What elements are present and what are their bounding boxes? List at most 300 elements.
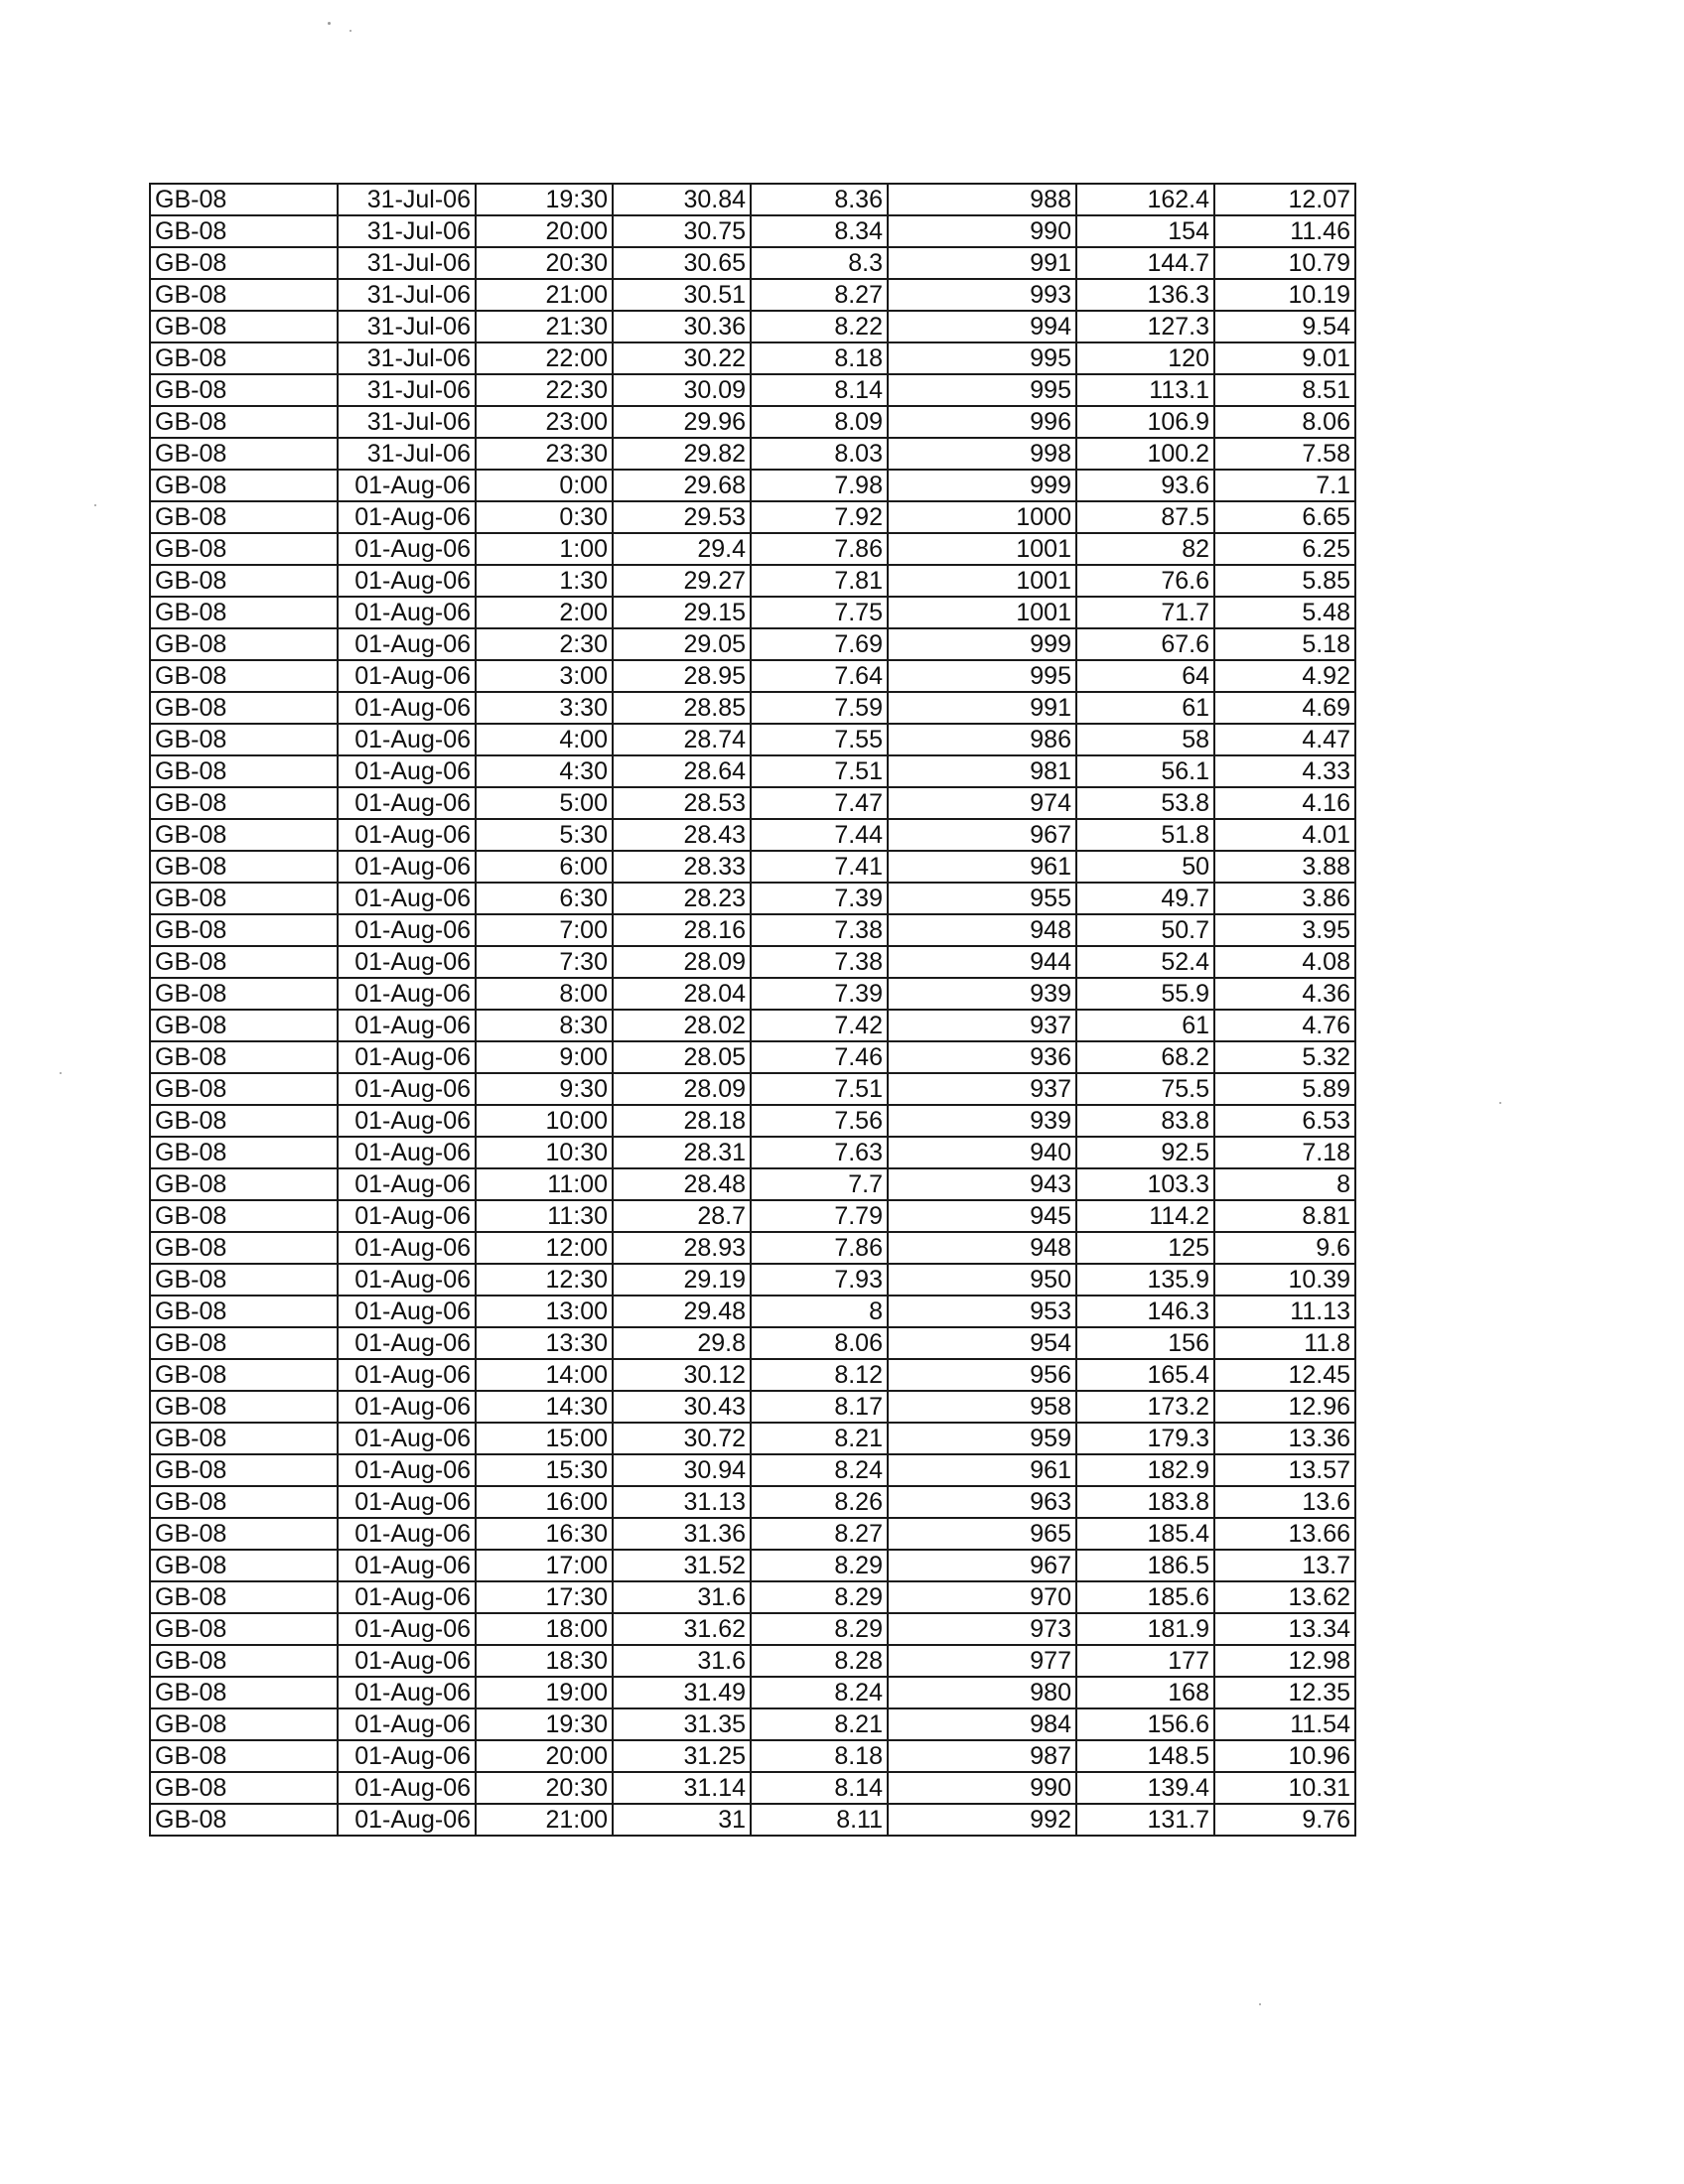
value-cell-4: 75.5 [1076, 1073, 1214, 1105]
site-cell: GB-08 [150, 787, 338, 819]
site-cell: GB-08 [150, 1423, 338, 1454]
value-cell-2: 7.42 [751, 1010, 888, 1041]
site-cell: GB-08 [150, 1613, 338, 1645]
value-cell-1: 29.96 [613, 406, 751, 438]
table-row [150, 819, 1355, 851]
table-row [150, 724, 1355, 755]
value-cell-2: 8.34 [751, 215, 888, 247]
time-cell: 17:00 [476, 1550, 613, 1581]
value-cell-5: 11.54 [1214, 1708, 1355, 1740]
value-cell-2: 8 [751, 1296, 888, 1327]
table-row [150, 883, 1355, 914]
value-cell-3: 984 [888, 1708, 1076, 1740]
site-cell: GB-08 [150, 374, 338, 406]
site-cell: GB-08 [150, 1454, 338, 1486]
time-cell: 15:30 [476, 1454, 613, 1486]
value-cell-4: 146.3 [1076, 1296, 1214, 1327]
value-cell-4: 100.2 [1076, 438, 1214, 470]
table-row [150, 1327, 1355, 1359]
date-cell: 31-Jul-06 [338, 279, 476, 311]
date-cell: 01-Aug-06 [338, 1137, 476, 1168]
value-cell-1: 29.53 [613, 501, 751, 533]
value-cell-3: 950 [888, 1264, 1076, 1296]
value-cell-5: 8.06 [1214, 406, 1355, 438]
date-cell: 01-Aug-06 [338, 755, 476, 787]
value-cell-1: 31.52 [613, 1550, 751, 1581]
site-cell: GB-08 [150, 215, 338, 247]
date-cell: 01-Aug-06 [338, 1423, 476, 1454]
time-cell: 10:00 [476, 1105, 613, 1137]
date-cell: 01-Aug-06 [338, 565, 476, 597]
time-cell: 0:00 [476, 470, 613, 501]
value-cell-3: 956 [888, 1359, 1076, 1391]
date-cell: 01-Aug-06 [338, 1168, 476, 1200]
value-cell-5: 10.39 [1214, 1264, 1355, 1296]
value-cell-5: 10.19 [1214, 279, 1355, 311]
value-cell-1: 30.65 [613, 247, 751, 279]
value-cell-4: 50.7 [1076, 914, 1214, 946]
value-cell-3: 986 [888, 724, 1076, 755]
site-cell: GB-08 [150, 1296, 338, 1327]
value-cell-3: 955 [888, 883, 1076, 914]
value-cell-3: 988 [888, 184, 1076, 215]
value-cell-2: 7.44 [751, 819, 888, 851]
value-cell-3: 967 [888, 1550, 1076, 1581]
time-cell: 18:00 [476, 1613, 613, 1645]
table-row [150, 1232, 1355, 1264]
site-cell: GB-08 [150, 1645, 338, 1677]
site-cell: GB-08 [150, 1518, 338, 1550]
value-cell-4: 68.2 [1076, 1041, 1214, 1073]
site-cell: GB-08 [150, 628, 338, 660]
value-cell-4: 50 [1076, 851, 1214, 883]
value-cell-1: 29.27 [613, 565, 751, 597]
table-row [150, 1740, 1355, 1772]
time-cell: 1:00 [476, 533, 613, 565]
value-cell-5: 4.69 [1214, 692, 1355, 724]
value-cell-3: 1001 [888, 597, 1076, 628]
value-cell-3: 995 [888, 342, 1076, 374]
value-cell-3: 961 [888, 1454, 1076, 1486]
value-cell-2: 8.24 [751, 1677, 888, 1708]
value-cell-3: 991 [888, 692, 1076, 724]
table-row [150, 1772, 1355, 1804]
value-cell-3: 999 [888, 470, 1076, 501]
value-cell-4: 103.3 [1076, 1168, 1214, 1200]
value-cell-4: 58 [1076, 724, 1214, 755]
value-cell-2: 7.51 [751, 755, 888, 787]
site-cell: GB-08 [150, 1581, 338, 1613]
value-cell-4: 181.9 [1076, 1613, 1214, 1645]
value-cell-2: 8.29 [751, 1613, 888, 1645]
value-cell-5: 13.7 [1214, 1550, 1355, 1581]
value-cell-2: 8.14 [751, 374, 888, 406]
date-cell: 01-Aug-06 [338, 1296, 476, 1327]
value-cell-1: 28.7 [613, 1200, 751, 1232]
value-cell-1: 31.13 [613, 1486, 751, 1518]
value-cell-4: 55.9 [1076, 978, 1214, 1010]
value-cell-3: 1001 [888, 533, 1076, 565]
site-cell: GB-08 [150, 946, 338, 978]
value-cell-5: 11.13 [1214, 1296, 1355, 1327]
value-cell-1: 31.6 [613, 1645, 751, 1677]
value-cell-3: 1001 [888, 565, 1076, 597]
value-cell-5: 4.01 [1214, 819, 1355, 851]
table-row [150, 1200, 1355, 1232]
table-row [150, 692, 1355, 724]
time-cell: 10:30 [476, 1137, 613, 1168]
time-cell: 23:30 [476, 438, 613, 470]
value-cell-1: 31.36 [613, 1518, 751, 1550]
table-row [150, 1264, 1355, 1296]
site-cell: GB-08 [150, 1137, 338, 1168]
value-cell-1: 28.31 [613, 1137, 751, 1168]
date-cell: 01-Aug-06 [338, 1391, 476, 1423]
value-cell-1: 29.82 [613, 438, 751, 470]
time-cell: 7:00 [476, 914, 613, 946]
table-row [150, 184, 1355, 215]
time-cell: 20:30 [476, 1772, 613, 1804]
date-cell: 01-Aug-06 [338, 1486, 476, 1518]
value-cell-2: 8.21 [751, 1708, 888, 1740]
table-row [150, 978, 1355, 1010]
table-row [150, 342, 1355, 374]
value-cell-5: 3.88 [1214, 851, 1355, 883]
table-row [150, 1391, 1355, 1423]
site-cell: GB-08 [150, 1073, 338, 1105]
value-cell-2: 8.27 [751, 279, 888, 311]
value-cell-1: 30.36 [613, 311, 751, 342]
value-cell-5: 8.81 [1214, 1200, 1355, 1232]
table-row [150, 946, 1355, 978]
value-cell-1: 28.23 [613, 883, 751, 914]
value-cell-2: 7.69 [751, 628, 888, 660]
scan-speck [60, 1072, 62, 1074]
site-cell: GB-08 [150, 438, 338, 470]
table-row [150, 1645, 1355, 1677]
value-cell-4: 139.4 [1076, 1772, 1214, 1804]
value-cell-4: 67.6 [1076, 628, 1214, 660]
value-cell-5: 9.01 [1214, 342, 1355, 374]
table-row [150, 660, 1355, 692]
table-row [150, 1137, 1355, 1168]
value-cell-4: 165.4 [1076, 1359, 1214, 1391]
value-cell-5: 3.86 [1214, 883, 1355, 914]
value-cell-3: 961 [888, 851, 1076, 883]
value-cell-2: 7.75 [751, 597, 888, 628]
value-cell-2: 7.81 [751, 565, 888, 597]
date-cell: 01-Aug-06 [338, 1518, 476, 1550]
value-cell-1: 28.74 [613, 724, 751, 755]
value-cell-4: 177 [1076, 1645, 1214, 1677]
time-cell: 20:00 [476, 215, 613, 247]
date-cell: 01-Aug-06 [338, 946, 476, 978]
value-cell-3: 991 [888, 247, 1076, 279]
value-cell-4: 185.4 [1076, 1518, 1214, 1550]
date-cell: 31-Jul-06 [338, 342, 476, 374]
table-row [150, 374, 1355, 406]
value-cell-3: 940 [888, 1137, 1076, 1168]
value-cell-2: 8.29 [751, 1550, 888, 1581]
value-cell-5: 7.1 [1214, 470, 1355, 501]
value-cell-5: 4.76 [1214, 1010, 1355, 1041]
value-cell-2: 8.29 [751, 1581, 888, 1613]
scan-speck [1259, 2003, 1261, 2005]
value-cell-3: 998 [888, 438, 1076, 470]
site-cell: GB-08 [150, 660, 338, 692]
value-cell-2: 7.39 [751, 978, 888, 1010]
site-cell: GB-08 [150, 819, 338, 851]
value-cell-5: 6.65 [1214, 501, 1355, 533]
value-cell-1: 31 [613, 1804, 751, 1836]
value-cell-3: 958 [888, 1391, 1076, 1423]
table-row [150, 247, 1355, 279]
value-cell-1: 28.09 [613, 946, 751, 978]
time-cell: 4:30 [476, 755, 613, 787]
value-cell-1: 28.33 [613, 851, 751, 883]
value-cell-4: 113.1 [1076, 374, 1214, 406]
table-row [150, 1010, 1355, 1041]
site-cell: GB-08 [150, 597, 338, 628]
value-cell-4: 186.5 [1076, 1550, 1214, 1581]
time-cell: 14:30 [476, 1391, 613, 1423]
value-cell-2: 7.86 [751, 1232, 888, 1264]
time-cell: 21:00 [476, 1804, 613, 1836]
value-cell-5: 13.6 [1214, 1486, 1355, 1518]
value-cell-1: 29.15 [613, 597, 751, 628]
value-cell-1: 28.93 [613, 1232, 751, 1264]
site-cell: GB-08 [150, 311, 338, 342]
table-row [150, 1168, 1355, 1200]
value-cell-4: 136.3 [1076, 279, 1214, 311]
value-cell-5: 9.54 [1214, 311, 1355, 342]
value-cell-3: 967 [888, 819, 1076, 851]
value-cell-3: 995 [888, 374, 1076, 406]
value-cell-5: 4.08 [1214, 946, 1355, 978]
value-cell-3: 996 [888, 406, 1076, 438]
value-cell-5: 4.33 [1214, 755, 1355, 787]
date-cell: 01-Aug-06 [338, 1677, 476, 1708]
time-cell: 19:00 [476, 1677, 613, 1708]
scan-speck [328, 22, 331, 25]
table-row [150, 1708, 1355, 1740]
value-cell-4: 185.6 [1076, 1581, 1214, 1613]
value-cell-4: 182.9 [1076, 1454, 1214, 1486]
value-cell-2: 8.12 [751, 1359, 888, 1391]
date-cell: 31-Jul-06 [338, 184, 476, 215]
value-cell-5: 10.96 [1214, 1740, 1355, 1772]
time-cell: 9:00 [476, 1041, 613, 1073]
value-cell-2: 7.7 [751, 1168, 888, 1200]
value-cell-3: 977 [888, 1645, 1076, 1677]
time-cell: 19:30 [476, 184, 613, 215]
value-cell-5: 6.25 [1214, 533, 1355, 565]
value-cell-5: 4.36 [1214, 978, 1355, 1010]
date-cell: 01-Aug-06 [338, 1327, 476, 1359]
site-cell: GB-08 [150, 1041, 338, 1073]
site-cell: GB-08 [150, 1772, 338, 1804]
value-cell-4: 51.8 [1076, 819, 1214, 851]
value-cell-5: 8 [1214, 1168, 1355, 1200]
value-cell-5: 7.18 [1214, 1137, 1355, 1168]
site-cell: GB-08 [150, 724, 338, 755]
site-cell: GB-08 [150, 851, 338, 883]
value-cell-2: 7.38 [751, 946, 888, 978]
value-cell-1: 28.18 [613, 1105, 751, 1137]
table-row [150, 1073, 1355, 1105]
value-cell-4: 144.7 [1076, 247, 1214, 279]
value-cell-3: 948 [888, 914, 1076, 946]
value-cell-2: 7.86 [751, 533, 888, 565]
value-cell-2: 8.18 [751, 342, 888, 374]
value-cell-1: 29.19 [613, 1264, 751, 1296]
site-cell: GB-08 [150, 501, 338, 533]
table-row [150, 597, 1355, 628]
value-cell-3: 948 [888, 1232, 1076, 1264]
value-cell-5: 5.89 [1214, 1073, 1355, 1105]
time-cell: 11:00 [476, 1168, 613, 1200]
table-row [150, 787, 1355, 819]
value-cell-5: 7.58 [1214, 438, 1355, 470]
date-cell: 01-Aug-06 [338, 819, 476, 851]
value-cell-2: 7.98 [751, 470, 888, 501]
value-cell-5: 12.45 [1214, 1359, 1355, 1391]
time-cell: 22:30 [476, 374, 613, 406]
value-cell-5: 4.92 [1214, 660, 1355, 692]
date-cell: 01-Aug-06 [338, 597, 476, 628]
time-cell: 20:00 [476, 1740, 613, 1772]
value-cell-2: 8.27 [751, 1518, 888, 1550]
value-cell-5: 10.79 [1214, 247, 1355, 279]
site-cell: GB-08 [150, 406, 338, 438]
value-cell-1: 30.72 [613, 1423, 751, 1454]
date-cell: 01-Aug-06 [338, 978, 476, 1010]
date-cell: 01-Aug-06 [338, 1804, 476, 1836]
value-cell-3: 999 [888, 628, 1076, 660]
date-cell: 01-Aug-06 [338, 1041, 476, 1073]
time-cell: 5:30 [476, 819, 613, 851]
site-cell: GB-08 [150, 533, 338, 565]
value-cell-3: 963 [888, 1486, 1076, 1518]
value-cell-4: 106.9 [1076, 406, 1214, 438]
time-cell: 0:30 [476, 501, 613, 533]
date-cell: 01-Aug-06 [338, 692, 476, 724]
site-cell: GB-08 [150, 1264, 338, 1296]
date-cell: 31-Jul-06 [338, 311, 476, 342]
value-cell-1: 30.75 [613, 215, 751, 247]
table-row [150, 311, 1355, 342]
value-cell-5: 12.98 [1214, 1645, 1355, 1677]
value-cell-5: 9.76 [1214, 1804, 1355, 1836]
date-cell: 01-Aug-06 [338, 787, 476, 819]
value-cell-2: 8.06 [751, 1327, 888, 1359]
value-cell-1: 28.16 [613, 914, 751, 946]
site-cell: GB-08 [150, 1708, 338, 1740]
value-cell-4: 135.9 [1076, 1264, 1214, 1296]
value-cell-1: 30.51 [613, 279, 751, 311]
date-cell: 01-Aug-06 [338, 1359, 476, 1391]
table-row [150, 1296, 1355, 1327]
value-cell-3: 943 [888, 1168, 1076, 1200]
value-cell-3: 992 [888, 1804, 1076, 1836]
table-row [150, 565, 1355, 597]
value-cell-2: 7.46 [751, 1041, 888, 1073]
time-cell: 12:30 [476, 1264, 613, 1296]
value-cell-2: 7.55 [751, 724, 888, 755]
value-cell-4: 49.7 [1076, 883, 1214, 914]
value-cell-1: 28.05 [613, 1041, 751, 1073]
value-cell-3: 980 [888, 1677, 1076, 1708]
value-cell-1: 28.04 [613, 978, 751, 1010]
value-cell-4: 120 [1076, 342, 1214, 374]
scan-speck [94, 504, 96, 506]
value-cell-2: 8.18 [751, 1740, 888, 1772]
value-cell-5: 12.35 [1214, 1677, 1355, 1708]
value-cell-3: 973 [888, 1613, 1076, 1645]
time-cell: 20:30 [476, 247, 613, 279]
value-cell-1: 28.09 [613, 1073, 751, 1105]
value-cell-1: 30.22 [613, 342, 751, 374]
site-cell: GB-08 [150, 1010, 338, 1041]
value-cell-3: 987 [888, 1740, 1076, 1772]
value-cell-2: 8.28 [751, 1645, 888, 1677]
site-cell: GB-08 [150, 1359, 338, 1391]
value-cell-2: 7.56 [751, 1105, 888, 1137]
table-row [150, 501, 1355, 533]
value-cell-3: 939 [888, 1105, 1076, 1137]
value-cell-4: 76.6 [1076, 565, 1214, 597]
date-cell: 01-Aug-06 [338, 1232, 476, 1264]
time-cell: 23:00 [476, 406, 613, 438]
value-cell-2: 7.92 [751, 501, 888, 533]
time-cell: 5:00 [476, 787, 613, 819]
scan-speck [350, 30, 351, 32]
value-cell-5: 4.47 [1214, 724, 1355, 755]
time-cell: 2:30 [476, 628, 613, 660]
date-cell: 01-Aug-06 [338, 533, 476, 565]
value-cell-4: 114.2 [1076, 1200, 1214, 1232]
value-cell-2: 8.3 [751, 247, 888, 279]
value-cell-4: 61 [1076, 1010, 1214, 1041]
table-row [150, 1518, 1355, 1550]
date-cell: 01-Aug-06 [338, 470, 476, 501]
time-cell: 18:30 [476, 1645, 613, 1677]
value-cell-3: 944 [888, 946, 1076, 978]
table-row [150, 438, 1355, 470]
value-cell-4: 125 [1076, 1232, 1214, 1264]
site-cell: GB-08 [150, 1677, 338, 1708]
value-cell-2: 8.03 [751, 438, 888, 470]
table-row [150, 406, 1355, 438]
value-cell-3: 936 [888, 1041, 1076, 1073]
value-cell-3: 995 [888, 660, 1076, 692]
value-cell-5: 13.62 [1214, 1581, 1355, 1613]
value-cell-5: 5.48 [1214, 597, 1355, 628]
value-cell-4: 87.5 [1076, 501, 1214, 533]
table-row [150, 1105, 1355, 1137]
date-cell: 01-Aug-06 [338, 628, 476, 660]
table-row [150, 851, 1355, 883]
site-cell: GB-08 [150, 279, 338, 311]
date-cell: 31-Jul-06 [338, 215, 476, 247]
data-table [149, 183, 1356, 1837]
value-cell-5: 13.34 [1214, 1613, 1355, 1645]
value-cell-1: 30.12 [613, 1359, 751, 1391]
value-cell-1: 31.62 [613, 1613, 751, 1645]
value-cell-2: 8.24 [751, 1454, 888, 1486]
value-cell-2: 7.41 [751, 851, 888, 883]
site-cell: GB-08 [150, 1740, 338, 1772]
